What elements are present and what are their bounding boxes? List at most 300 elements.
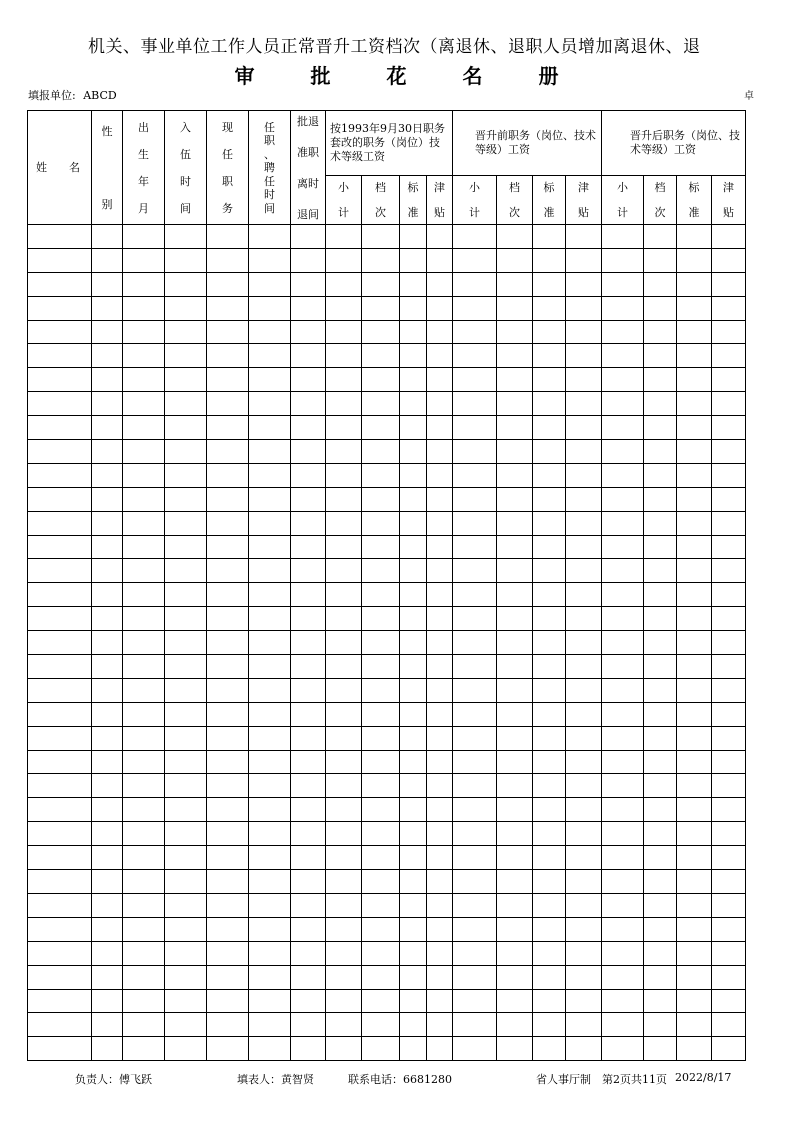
table-cell[interactable] [165, 296, 207, 320]
table-cell[interactable] [249, 368, 291, 392]
table-cell[interactable] [427, 344, 453, 368]
table-cell[interactable] [165, 726, 207, 750]
table-cell[interactable] [566, 296, 602, 320]
table-cell[interactable] [249, 344, 291, 368]
table-cell[interactable] [497, 416, 533, 440]
table-cell[interactable] [291, 416, 326, 440]
table-cell[interactable] [566, 726, 602, 750]
table-cell[interactable] [92, 846, 123, 870]
table-cell[interactable] [644, 726, 677, 750]
table-cell[interactable] [533, 893, 566, 917]
table-cell[interactable] [92, 440, 123, 464]
table-cell[interactable] [566, 750, 602, 774]
table-cell[interactable] [677, 368, 712, 392]
table-cell[interactable] [602, 750, 644, 774]
table-cell[interactable] [291, 870, 326, 894]
table-cell[interactable] [453, 655, 497, 679]
table-cell[interactable] [400, 583, 427, 607]
table-cell[interactable] [427, 463, 453, 487]
table-cell[interactable] [453, 822, 497, 846]
table-cell[interactable] [602, 463, 644, 487]
table-cell[interactable] [533, 702, 566, 726]
table-cell[interactable] [712, 798, 746, 822]
table-cell[interactable] [644, 846, 677, 870]
table-cell[interactable] [677, 870, 712, 894]
table-cell[interactable] [92, 225, 123, 249]
table-cell[interactable] [602, 941, 644, 965]
table-cell[interactable] [644, 368, 677, 392]
table-cell[interactable] [602, 1037, 644, 1061]
table-cell[interactable] [400, 726, 427, 750]
table-cell[interactable] [326, 559, 362, 583]
table-cell[interactable] [712, 941, 746, 965]
table-cell[interactable] [165, 774, 207, 798]
table-cell[interactable] [453, 248, 497, 272]
table-cell[interactable] [123, 965, 165, 989]
table-cell[interactable] [207, 320, 249, 344]
table-cell[interactable] [362, 726, 400, 750]
table-cell[interactable] [92, 248, 123, 272]
table-cell[interactable] [291, 1037, 326, 1061]
table-cell[interactable] [123, 344, 165, 368]
table-cell[interactable] [602, 893, 644, 917]
table-cell[interactable] [453, 535, 497, 559]
table-cell[interactable] [291, 702, 326, 726]
table-cell[interactable] [400, 296, 427, 320]
table-cell[interactable] [362, 392, 400, 416]
table-cell[interactable] [28, 248, 92, 272]
table-cell[interactable] [165, 870, 207, 894]
table-cell[interactable] [291, 750, 326, 774]
table-cell[interactable] [677, 559, 712, 583]
table-cell[interactable] [92, 607, 123, 631]
table-cell[interactable] [497, 989, 533, 1013]
table-cell[interactable] [400, 392, 427, 416]
table-cell[interactable] [92, 320, 123, 344]
table-cell[interactable] [400, 1013, 427, 1037]
table-cell[interactable] [712, 655, 746, 679]
table-cell[interactable] [207, 822, 249, 846]
table-cell[interactable] [427, 774, 453, 798]
table-cell[interactable] [123, 1013, 165, 1037]
table-cell[interactable] [123, 702, 165, 726]
table-cell[interactable] [362, 655, 400, 679]
table-cell[interactable] [207, 225, 249, 249]
table-cell[interactable] [453, 726, 497, 750]
table-cell[interactable] [400, 535, 427, 559]
table-cell[interactable] [427, 798, 453, 822]
table-cell[interactable] [566, 416, 602, 440]
table-cell[interactable] [123, 511, 165, 535]
table-cell[interactable] [712, 750, 746, 774]
table-cell[interactable] [497, 440, 533, 464]
table-cell[interactable] [123, 416, 165, 440]
table-cell[interactable] [123, 846, 165, 870]
table-cell[interactable] [123, 535, 165, 559]
table-cell[interactable] [677, 965, 712, 989]
table-cell[interactable] [644, 631, 677, 655]
table-cell[interactable] [497, 965, 533, 989]
table-cell[interactable] [453, 941, 497, 965]
table-cell[interactable] [427, 750, 453, 774]
table-cell[interactable] [165, 487, 207, 511]
table-cell[interactable] [677, 392, 712, 416]
table-cell[interactable] [400, 822, 427, 846]
table-cell[interactable] [92, 463, 123, 487]
table-cell[interactable] [92, 798, 123, 822]
table-cell[interactable] [291, 535, 326, 559]
table-cell[interactable] [249, 487, 291, 511]
table-cell[interactable] [453, 607, 497, 631]
table-cell[interactable] [677, 320, 712, 344]
table-cell[interactable] [644, 463, 677, 487]
table-cell[interactable] [123, 392, 165, 416]
table-cell[interactable] [712, 870, 746, 894]
table-cell[interactable] [602, 870, 644, 894]
table-cell[interactable] [533, 798, 566, 822]
table-cell[interactable] [712, 917, 746, 941]
table-cell[interactable] [644, 248, 677, 272]
table-cell[interactable] [123, 440, 165, 464]
table-cell[interactable] [497, 631, 533, 655]
table-cell[interactable] [533, 678, 566, 702]
table-cell[interactable] [249, 1037, 291, 1061]
table-cell[interactable] [326, 416, 362, 440]
table-cell[interactable] [712, 822, 746, 846]
table-cell[interactable] [28, 1037, 92, 1061]
table-cell[interactable] [533, 416, 566, 440]
table-cell[interactable] [362, 774, 400, 798]
table-cell[interactable] [712, 272, 746, 296]
table-cell[interactable] [207, 631, 249, 655]
table-cell[interactable] [677, 487, 712, 511]
table-cell[interactable] [123, 559, 165, 583]
table-cell[interactable] [249, 798, 291, 822]
table-cell[interactable] [602, 272, 644, 296]
table-cell[interactable] [453, 965, 497, 989]
table-cell[interactable] [28, 344, 92, 368]
table-cell[interactable] [533, 989, 566, 1013]
table-cell[interactable] [165, 965, 207, 989]
table-cell[interactable] [326, 225, 362, 249]
table-cell[interactable] [453, 631, 497, 655]
table-cell[interactable] [123, 463, 165, 487]
table-cell[interactable] [400, 917, 427, 941]
table-cell[interactable] [677, 917, 712, 941]
table-cell[interactable] [28, 416, 92, 440]
table-cell[interactable] [566, 392, 602, 416]
table-cell[interactable] [400, 798, 427, 822]
table-cell[interactable] [28, 296, 92, 320]
table-cell[interactable] [249, 320, 291, 344]
table-cell[interactable] [165, 917, 207, 941]
table-cell[interactable] [533, 344, 566, 368]
table-cell[interactable] [362, 296, 400, 320]
table-cell[interactable] [644, 272, 677, 296]
table-cell[interactable] [291, 798, 326, 822]
table-cell[interactable] [712, 392, 746, 416]
table-cell[interactable] [677, 1037, 712, 1061]
table-cell[interactable] [427, 678, 453, 702]
table-cell[interactable] [497, 774, 533, 798]
table-cell[interactable] [165, 822, 207, 846]
table-cell[interactable] [291, 726, 326, 750]
table-cell[interactable] [566, 607, 602, 631]
table-cell[interactable] [326, 272, 362, 296]
table-cell[interactable] [712, 487, 746, 511]
table-cell[interactable] [92, 511, 123, 535]
table-cell[interactable] [427, 392, 453, 416]
table-cell[interactable] [602, 487, 644, 511]
table-cell[interactable] [427, 416, 453, 440]
table-cell[interactable] [165, 392, 207, 416]
table-cell[interactable] [249, 463, 291, 487]
table-cell[interactable] [326, 440, 362, 464]
table-cell[interactable] [712, 583, 746, 607]
table-cell[interactable] [400, 225, 427, 249]
table-cell[interactable] [207, 535, 249, 559]
table-cell[interactable] [291, 989, 326, 1013]
table-cell[interactable] [207, 774, 249, 798]
table-cell[interactable] [291, 678, 326, 702]
table-cell[interactable] [566, 989, 602, 1013]
table-cell[interactable] [453, 846, 497, 870]
table-cell[interactable] [644, 607, 677, 631]
table-cell[interactable] [602, 702, 644, 726]
table-cell[interactable] [249, 774, 291, 798]
table-cell[interactable] [92, 822, 123, 846]
table-cell[interactable] [326, 870, 362, 894]
table-cell[interactable] [400, 272, 427, 296]
table-cell[interactable] [497, 320, 533, 344]
table-cell[interactable] [291, 368, 326, 392]
table-cell[interactable] [28, 392, 92, 416]
table-cell[interactable] [533, 822, 566, 846]
table-cell[interactable] [497, 846, 533, 870]
table-cell[interactable] [427, 559, 453, 583]
table-cell[interactable] [123, 225, 165, 249]
table-cell[interactable] [602, 989, 644, 1013]
table-cell[interactable] [291, 893, 326, 917]
table-cell[interactable] [249, 296, 291, 320]
table-cell[interactable] [28, 774, 92, 798]
table-cell[interactable] [207, 846, 249, 870]
table-cell[interactable] [207, 511, 249, 535]
table-cell[interactable] [207, 917, 249, 941]
table-cell[interactable] [712, 678, 746, 702]
table-cell[interactable] [677, 989, 712, 1013]
table-cell[interactable] [602, 774, 644, 798]
table-cell[interactable] [28, 726, 92, 750]
table-cell[interactable] [533, 1037, 566, 1061]
table-cell[interactable] [453, 225, 497, 249]
table-cell[interactable] [712, 511, 746, 535]
table-cell[interactable] [291, 607, 326, 631]
table-cell[interactable] [566, 1037, 602, 1061]
table-cell[interactable] [566, 941, 602, 965]
table-cell[interactable] [207, 1037, 249, 1061]
table-cell[interactable] [712, 1037, 746, 1061]
table-cell[interactable] [92, 965, 123, 989]
table-cell[interactable] [92, 535, 123, 559]
table-cell[interactable] [92, 296, 123, 320]
table-cell[interactable] [497, 296, 533, 320]
table-cell[interactable] [427, 607, 453, 631]
table-cell[interactable] [207, 1013, 249, 1037]
table-cell[interactable] [326, 583, 362, 607]
table-cell[interactable] [427, 440, 453, 464]
table-cell[interactable] [326, 941, 362, 965]
table-cell[interactable] [165, 344, 207, 368]
table-cell[interactable] [453, 368, 497, 392]
table-cell[interactable] [566, 248, 602, 272]
table-cell[interactable] [602, 248, 644, 272]
table-cell[interactable] [326, 463, 362, 487]
table-cell[interactable] [207, 272, 249, 296]
table-cell[interactable] [533, 559, 566, 583]
table-cell[interactable] [427, 511, 453, 535]
table-cell[interactable] [92, 774, 123, 798]
table-cell[interactable] [453, 463, 497, 487]
table-cell[interactable] [28, 535, 92, 559]
table-cell[interactable] [362, 846, 400, 870]
table-cell[interactable] [566, 893, 602, 917]
table-cell[interactable] [362, 559, 400, 583]
table-cell[interactable] [453, 798, 497, 822]
table-cell[interactable] [28, 487, 92, 511]
table-cell[interactable] [326, 989, 362, 1013]
table-cell[interactable] [533, 487, 566, 511]
table-cell[interactable] [165, 941, 207, 965]
table-cell[interactable] [400, 655, 427, 679]
table-cell[interactable] [291, 320, 326, 344]
table-cell[interactable] [427, 965, 453, 989]
table-cell[interactable] [28, 655, 92, 679]
table-cell[interactable] [533, 583, 566, 607]
table-cell[interactable] [92, 917, 123, 941]
table-cell[interactable] [400, 416, 427, 440]
table-cell[interactable] [291, 248, 326, 272]
table-cell[interactable] [92, 368, 123, 392]
table-cell[interactable] [28, 822, 92, 846]
table-cell[interactable] [427, 822, 453, 846]
table-cell[interactable] [533, 296, 566, 320]
table-cell[interactable] [602, 559, 644, 583]
table-cell[interactable] [533, 248, 566, 272]
table-cell[interactable] [249, 846, 291, 870]
table-cell[interactable] [92, 1037, 123, 1061]
table-cell[interactable] [28, 893, 92, 917]
table-cell[interactable] [326, 344, 362, 368]
table-cell[interactable] [427, 941, 453, 965]
table-cell[interactable] [92, 1013, 123, 1037]
table-cell[interactable] [400, 678, 427, 702]
table-cell[interactable] [400, 511, 427, 535]
table-cell[interactable] [602, 607, 644, 631]
table-cell[interactable] [249, 917, 291, 941]
table-cell[interactable] [291, 774, 326, 798]
table-cell[interactable] [602, 655, 644, 679]
table-cell[interactable] [644, 893, 677, 917]
table-cell[interactable] [533, 655, 566, 679]
table-cell[interactable] [644, 344, 677, 368]
table-cell[interactable] [123, 368, 165, 392]
table-cell[interactable] [207, 726, 249, 750]
table-cell[interactable] [712, 416, 746, 440]
table-cell[interactable] [362, 440, 400, 464]
table-cell[interactable] [644, 535, 677, 559]
table-cell[interactable] [165, 655, 207, 679]
table-cell[interactable] [497, 511, 533, 535]
table-cell[interactable] [497, 798, 533, 822]
table-cell[interactable] [712, 1013, 746, 1037]
table-cell[interactable] [677, 750, 712, 774]
table-cell[interactable] [566, 535, 602, 559]
table-cell[interactable] [497, 941, 533, 965]
table-cell[interactable] [427, 1013, 453, 1037]
table-cell[interactable] [249, 535, 291, 559]
table-cell[interactable] [427, 989, 453, 1013]
table-cell[interactable] [644, 774, 677, 798]
table-cell[interactable] [427, 535, 453, 559]
table-cell[interactable] [28, 798, 92, 822]
table-cell[interactable] [249, 655, 291, 679]
table-cell[interactable] [533, 535, 566, 559]
table-cell[interactable] [497, 893, 533, 917]
table-cell[interactable] [677, 248, 712, 272]
table-cell[interactable] [602, 368, 644, 392]
table-cell[interactable] [291, 941, 326, 965]
table-cell[interactable] [249, 989, 291, 1013]
table-cell[interactable] [92, 726, 123, 750]
table-cell[interactable] [533, 870, 566, 894]
table-cell[interactable] [92, 655, 123, 679]
table-cell[interactable] [602, 631, 644, 655]
table-cell[interactable] [497, 607, 533, 631]
table-cell[interactable] [291, 511, 326, 535]
table-cell[interactable] [712, 631, 746, 655]
table-cell[interactable] [566, 559, 602, 583]
table-cell[interactable] [165, 989, 207, 1013]
table-cell[interactable] [123, 655, 165, 679]
table-cell[interactable] [566, 511, 602, 535]
table-cell[interactable] [123, 726, 165, 750]
table-cell[interactable] [165, 511, 207, 535]
table-cell[interactable] [362, 893, 400, 917]
table-cell[interactable] [326, 535, 362, 559]
table-cell[interactable] [712, 846, 746, 870]
table-cell[interactable] [165, 1037, 207, 1061]
table-cell[interactable] [712, 248, 746, 272]
table-cell[interactable] [453, 750, 497, 774]
table-cell[interactable] [249, 750, 291, 774]
table-cell[interactable] [207, 655, 249, 679]
table-cell[interactable] [712, 320, 746, 344]
table-cell[interactable] [497, 870, 533, 894]
table-cell[interactable] [602, 416, 644, 440]
table-cell[interactable] [533, 225, 566, 249]
table-cell[interactable] [326, 702, 362, 726]
table-cell[interactable] [249, 1013, 291, 1037]
table-cell[interactable] [165, 368, 207, 392]
table-cell[interactable] [291, 392, 326, 416]
table-cell[interactable] [644, 511, 677, 535]
table-cell[interactable] [400, 965, 427, 989]
table-cell[interactable] [453, 416, 497, 440]
table-cell[interactable] [207, 750, 249, 774]
table-cell[interactable] [249, 678, 291, 702]
table-cell[interactable] [712, 559, 746, 583]
